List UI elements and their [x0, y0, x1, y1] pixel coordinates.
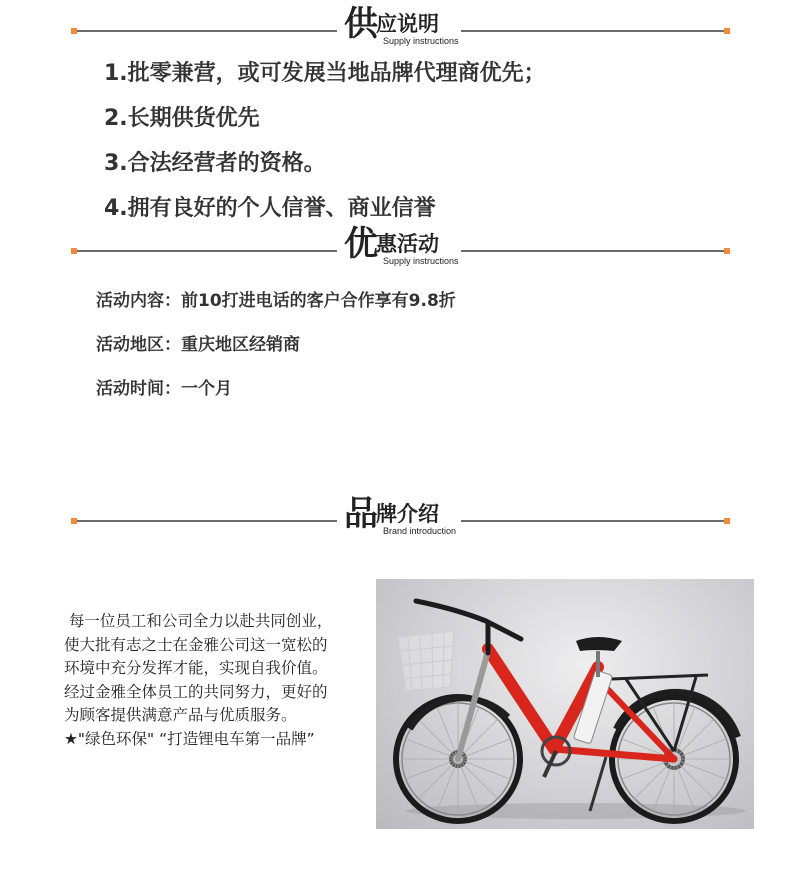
- promo-section-header: [0, 220, 800, 270]
- section-title-big-char: 品: [344, 494, 378, 534]
- supply-item: 1.批零兼营，或可发展当地品牌代理商优先；: [104, 61, 546, 86]
- promo-list: [96, 288, 456, 420]
- divider-line-right: [461, 520, 725, 522]
- supply-item: 4.拥有良好的个人信誉、商业信誉: [104, 196, 436, 221]
- section-subtitle: Supply instructions: [383, 36, 459, 46]
- section-title-rest: 应说明: [376, 12, 439, 36]
- divider-line-right: [461, 250, 725, 252]
- promo-item: 活动内容：前10打进电话的客户合作享有9.8折: [96, 291, 456, 311]
- supply-section-header: [0, 0, 800, 50]
- section-title-rest: 惠活动: [376, 232, 439, 256]
- basket: [398, 631, 454, 691]
- supply-item: 3.合法经营者的资格。: [104, 151, 326, 176]
- orange-dot-left: [71, 518, 77, 524]
- section-subtitle: Supply instructions: [383, 256, 459, 266]
- orange-dot-left: [71, 248, 77, 254]
- electric-bicycle-photo: [376, 579, 754, 829]
- promo-item: 活动时间：一个月: [96, 379, 232, 399]
- bicycle-icon: [376, 579, 754, 829]
- orange-dot-left: [71, 28, 77, 34]
- divider-line-left: [75, 520, 337, 522]
- brand-text-line: ★"绿色环保" “打造锂电车第一品牌”: [64, 729, 315, 748]
- brand-text-line: 为顾客提供满意产品与优质服务。: [64, 706, 297, 724]
- supply-list: [104, 58, 546, 238]
- section-title-big-char: 优: [344, 224, 378, 264]
- brand-text-line: 经过金雅全体员工的共同努力，更好的: [64, 682, 328, 701]
- divider-line-left: [75, 30, 337, 32]
- supply-item: 2.长期供货优先: [104, 106, 260, 131]
- orange-dot-right: [724, 28, 730, 34]
- brand-text-line: 每一位员工和公司全力以赴共同创业，: [64, 612, 333, 630]
- orange-dot-right: [724, 518, 730, 524]
- orange-dot-right: [724, 248, 730, 254]
- section-title-big-char: 供: [344, 4, 378, 44]
- section-subtitle: Brand introduction: [383, 526, 457, 536]
- brand-text-line: 使大批有志之士在金雅公司这一宽松的: [64, 635, 328, 654]
- brand-introduction-text: [64, 610, 374, 751]
- brand-text-line: 环境中充分发挥才能，实现自我价值。: [64, 659, 328, 677]
- promo-item: 活动地区：重庆地区经销商: [96, 335, 300, 355]
- section-title-rest: 牌介绍: [376, 502, 439, 526]
- divider-line-left: [75, 250, 337, 252]
- brand-section-header: [0, 490, 800, 540]
- divider-line-right: [461, 30, 725, 32]
